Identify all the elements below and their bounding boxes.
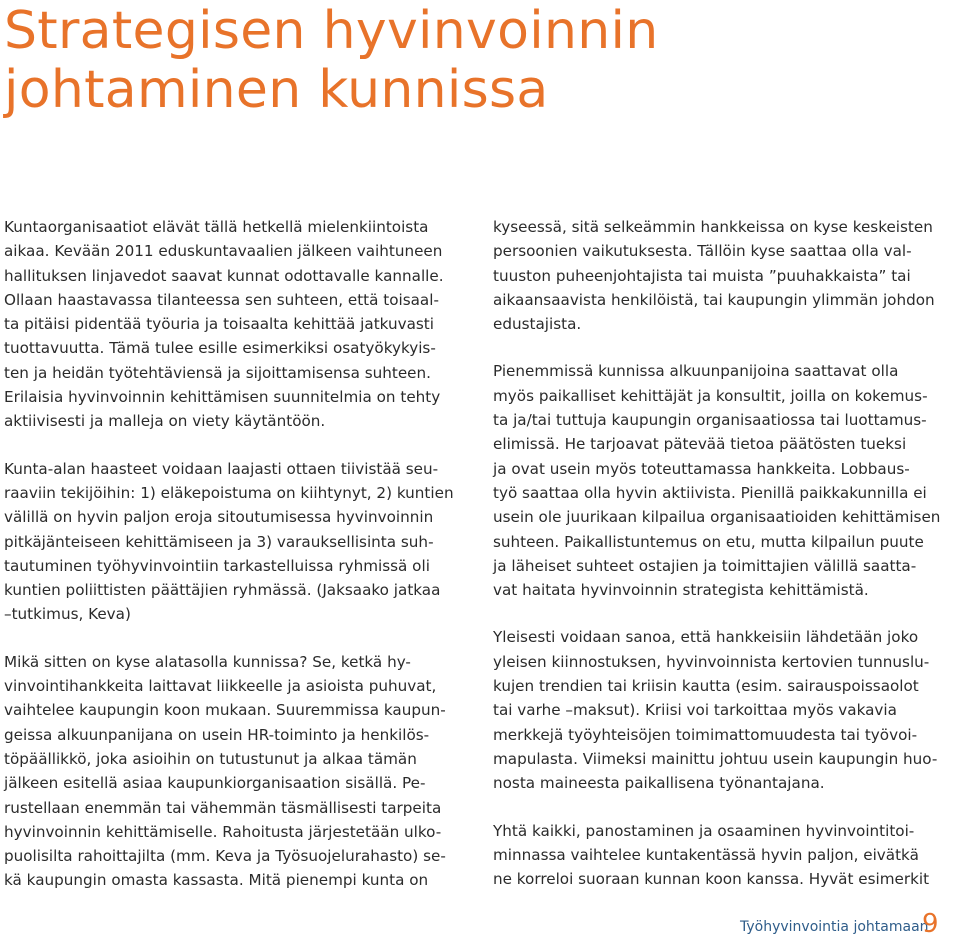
text-line: yleisen kiinnostuksen, hyvinvoinnista kertovien tunnuslu- [493,652,930,671]
text-line: välillä on hyvin paljon eroja sitoutumisessa hyvinvoinnin [4,508,434,527]
text-line: kuntien poliittisten päättäjien ryhmässä. (Jaksaako jatkaa [4,581,441,600]
page-number: 9 [922,909,939,939]
text-line: Ollaan haastavassa tilanteessa sen suhteen, että toisaal- [4,290,439,309]
text-line: ta pitäisi pidentää työuria ja toisaalta kehittää jatkuvasti [4,315,434,334]
left-column [4,215,466,916]
text-line: kyseessä, sitä selkeämmin hankkeissa on kyse keskeisten [493,218,933,236]
text-line: edustajista. [493,315,582,334]
text-line: tai varhe –maksut). Kriisi voi tarkoittaa myös vakavia [493,701,897,720]
text-line: elimissä. He tarjoavat pätevää tietoa päätösten tueksi [493,435,907,454]
text-line: Mikä sitten on kyse alatasolla kunnissa? Se, ketkä hy- [4,652,411,671]
text-line: Yleisesti voidaan sanoa, että hankkeisiin lähdetään joko [493,628,919,647]
text-line: vat haitata hyvinvoinnin strategista kehittämistä. [493,581,869,600]
title-line: johtaminen kunnissa [4,60,549,120]
text-line: –tutkimus, Keva) [4,605,131,624]
text-line: Kunta-alan haasteet voidaan laajasti ottaen tiivistää seu- [4,459,439,478]
paragraph [493,215,955,336]
text-line: usein ole juurikaan kilpailua organisaatioiden kehittämisen [493,508,941,527]
text-line: mapulasta. Viimeksi mainittu johtuu usein kaupungin huo- [493,749,938,768]
text-line: Kuntaorganisaatiot elävät tällä hetkellä mielenkiintoista [4,218,429,236]
text-line: aktiivisesti ja malleja on viety käytäntöön. [4,412,326,431]
text-line: ten ja heidän työtehtäviensä ja sijoittamisensa suhteen. [4,363,431,382]
text-line: tuuston puheenjohtajista tai muista ”puuhakkaista” tai [493,266,911,285]
text-line: minnassa vaihtelee kuntakentässä hyvin paljon, eivätkä [493,845,919,864]
text-line: ja ovat usein myös toteuttamassa hankkeita. Lobbaus- [493,459,910,478]
text-line: kujen trendien tai kriisin kautta (esim. sairauspoissaolot [493,677,919,696]
paragraph [493,359,955,602]
text-line: persoonien vaikutuksesta. Tällöin kyse saattaa olla val- [493,242,912,261]
text-line: pitkäjänteiseen kehittämiseen ja 3) varauksellisinta suh- [4,532,434,551]
text-line: ne korreloi suoraan kunnan koon kanssa. Hyvät esimerkit [493,870,930,889]
text-line: ta ja/tai tuttuja kaupungin organisaatiossa tai luottamus- [493,411,927,430]
text-line: hallituksen linjavedot saavat kunnat odottavalle kannalle. [4,266,444,285]
text-line: kä kaupungin omasta kassasta. Mitä pienempi kunta on [4,871,429,890]
right-column [493,215,955,914]
text-line: merkkejä työyhteisöjen toimimattomuudesta tai työvoi- [493,725,918,744]
text-line: aikaansaavista henkilöistä, tai kaupungin ylimmän johdon [493,290,935,309]
title-line: Strategisen hyvinvoinnin [4,1,659,61]
text-line: nosta maineesta paikallisena työnantajana. [493,774,825,793]
paragraph [4,650,466,893]
text-line: ja läheiset suhteet ostajien ja toimittajien välillä saatta- [493,556,917,575]
text-line: geissa alkuunpanijana on usein HR-toiminto ja henkilös- [4,725,430,744]
text-line: Pienemmissä kunnissa alkuunpanijoina saattavat olla [493,362,899,381]
text-line: hyvinvoinnin kehittämiselle. Rahoitusta järjestetään ulko- [4,822,442,841]
text-line: töpäällikkö, joka asioihin on tutustunut ja alkaa tämän [4,749,417,768]
page-title [4,2,944,120]
paragraph [4,457,466,627]
text-line: työ saattaa olla hyvin aktiivista. Pienillä paikkakunnilla ei [493,483,927,502]
text-line: puolisilta rahoittajilta (mm. Keva ja Työsuojelurahasto) se- [4,847,446,866]
text-line: Yhtä kaikki, panostaminen ja osaaminen hyvinvointitoi- [493,821,915,840]
footer-publication-title: Työhyvinvointia johtamaan [740,919,929,935]
text-line: vaihtelee kaupungin koon mukaan. Suuremmissa kaupun- [4,701,446,720]
text-line: Erilaisia hyvinvoinnin kehittämisen suunnitelmia on tehty [4,388,441,407]
text-line: raaviin tekijöihin: 1) eläkepoistuma on kiihtynyt, 2) kuntien [4,483,454,502]
paragraph [493,625,955,795]
text-line: vinvointihankkeita laittavat liikkeelle ja asioista puhuvat, [4,677,437,696]
paragraph [4,215,466,434]
text-line: jälkeen esitellä asiaa kaupunkiorganisaation sisällä. Pe- [4,774,426,793]
text-line: tuottavuutta. Tämä tulee esille esimerkiksi osatyökykyis- [4,339,436,358]
text-line: tautuminen työhyvinvointiin tarkastelluissa ryhmissä oli [4,556,430,575]
text-line: myös paikalliset kehittäjät ja konsultit, joilla on kokemus- [493,386,928,405]
text-line: suhteen. Paikallistuntemus on etu, mutta kilpailun puute [493,532,924,551]
paragraph [493,819,955,892]
text-line: aikaa. Kevään 2011 eduskuntavaalien jälkeen vaihtuneen [4,242,443,261]
text-line: rustellaan enemmän tai vähemmän täsmällisesti tarpeita [4,798,442,817]
